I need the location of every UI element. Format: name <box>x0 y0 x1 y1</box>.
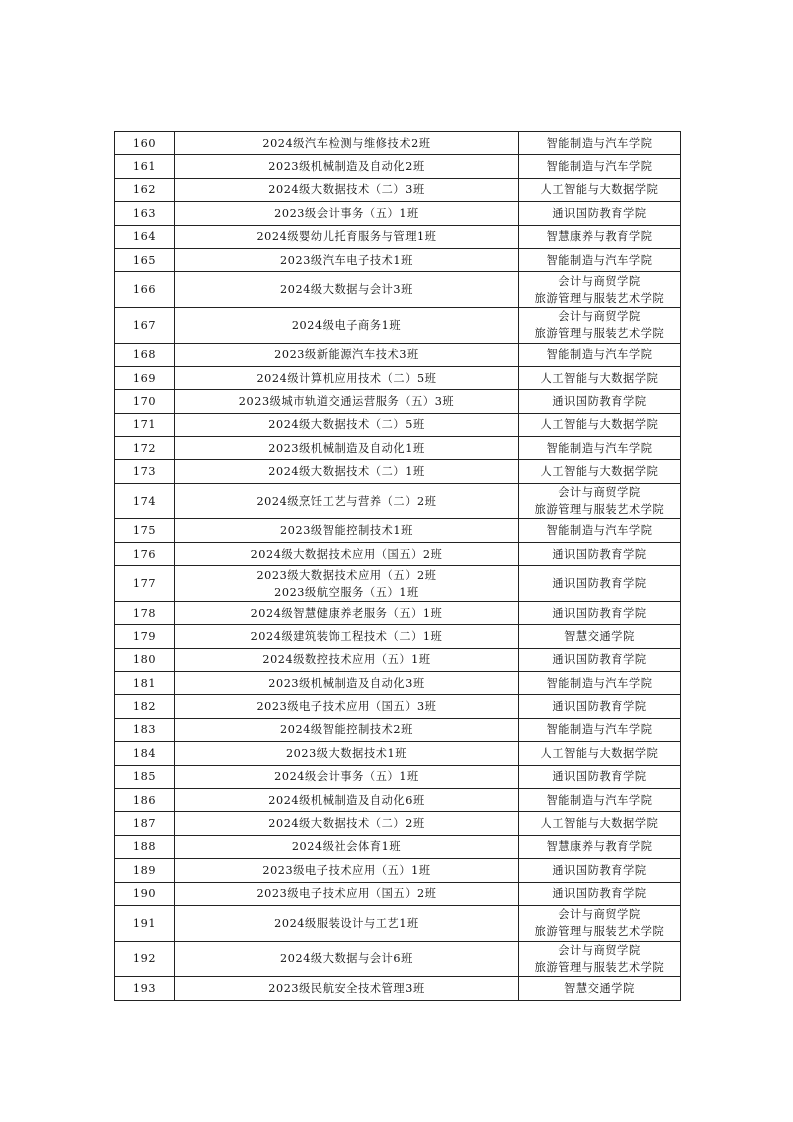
college-cell <box>519 460 681 483</box>
class-name-cell <box>175 155 519 178</box>
class-name: 2024级计算机应用技术（二）5班 <box>256 371 437 385</box>
row-number-cell: 173 <box>115 460 175 483</box>
college-name: 通识国防教育学院 <box>552 547 647 561</box>
college-cell <box>519 882 681 905</box>
table-row <box>115 765 681 788</box>
college-cell <box>519 178 681 201</box>
college-name: 智慧康养与教育学院 <box>546 840 653 854</box>
college-cell <box>519 672 681 695</box>
row-number-cell: 181 <box>115 672 175 695</box>
class-name-cell <box>175 788 519 811</box>
table-row <box>115 437 681 460</box>
class-list-table <box>114 131 681 1001</box>
table-row <box>115 718 681 741</box>
row-number-cell: 170 <box>115 390 175 413</box>
table-row <box>115 460 681 483</box>
college-cell <box>519 202 681 225</box>
table-row <box>115 905 681 941</box>
college-name: 旅游管理与服装艺术学院 <box>534 503 665 517</box>
class-name: 2024级烹饪工艺与营养（二）2班 <box>256 494 437 508</box>
college-name: 智能制造与汽车学院 <box>546 160 653 174</box>
row-number-cell: 163 <box>115 202 175 225</box>
class-name-cell <box>175 977 519 1000</box>
class-name-cell <box>175 718 519 741</box>
table-row <box>115 625 681 648</box>
college-cell <box>519 155 681 178</box>
table-row <box>115 343 681 366</box>
college-cell <box>519 248 681 271</box>
row-number-cell: 191 <box>115 905 175 941</box>
college-name: 人工智能与大数据学院 <box>540 465 659 479</box>
college-name: 智能制造与汽车学院 <box>546 676 653 690</box>
row-number-cell: 169 <box>115 366 175 389</box>
row-number-cell: 189 <box>115 859 175 882</box>
row-number-cell: 165 <box>115 248 175 271</box>
college-cell <box>519 307 681 343</box>
row-number-cell: 182 <box>115 695 175 718</box>
table-row <box>115 566 681 602</box>
row-number-cell: 187 <box>115 812 175 835</box>
table-row <box>115 307 681 343</box>
row-number-cell: 167 <box>115 307 175 343</box>
college-cell <box>519 941 681 977</box>
row-number-cell: 178 <box>115 601 175 624</box>
table-row <box>115 648 681 671</box>
class-name-cell <box>175 859 519 882</box>
class-name-cell <box>175 366 519 389</box>
college-name: 人工智能与大数据学院 <box>540 371 659 385</box>
class-name-cell <box>175 835 519 858</box>
college-cell <box>519 788 681 811</box>
class-name-cell <box>175 178 519 201</box>
college-name: 人工智能与大数据学院 <box>540 817 659 831</box>
college-name: 通识国防教育学院 <box>552 395 647 408</box>
row-number-cell: 162 <box>115 178 175 201</box>
college-cell <box>519 413 681 436</box>
college-cell <box>519 272 681 308</box>
class-name: 2024级机械制造及自动化6班 <box>268 793 425 807</box>
college-cell <box>519 225 681 248</box>
row-number-cell: 172 <box>115 437 175 460</box>
class-name: 2024级汽车检测与维修技术2班 <box>262 136 431 150</box>
college-cell <box>519 132 681 155</box>
row-number-cell: 174 <box>115 483 175 519</box>
table-row <box>115 366 681 389</box>
college-cell <box>519 742 681 765</box>
class-name: 2024级大数据技术（二）1班 <box>268 465 425 479</box>
table-row <box>115 695 681 718</box>
college-cell <box>519 437 681 460</box>
table-row <box>115 788 681 811</box>
table-row <box>115 178 681 201</box>
class-name-cell <box>175 672 519 695</box>
class-name-cell <box>175 542 519 565</box>
table-row <box>115 742 681 765</box>
college-name: 会计与商贸学院 <box>558 274 641 288</box>
class-name-cell <box>175 413 519 436</box>
class-name-cell <box>175 566 519 602</box>
college-name: 智慧交通学院 <box>564 629 635 643</box>
table-row <box>115 835 681 858</box>
class-name: 2023级电子技术应用（国五）3班 <box>256 700 437 714</box>
table-row <box>115 390 681 413</box>
table-row <box>115 977 681 1000</box>
table-row <box>115 812 681 835</box>
college-cell <box>519 977 681 1000</box>
class-name: 2023级新能源汽车技术3班 <box>274 348 419 362</box>
college-cell <box>519 519 681 542</box>
college-name: 智能制造与汽车学院 <box>546 348 653 362</box>
class-name: 2024级会计事务（五）1班 <box>274 770 419 784</box>
class-name: 2024级智慧健康养老服务（五）1班 <box>250 606 443 620</box>
class-name: 2023级电子技术应用（国五）2班 <box>256 887 437 901</box>
class-name-cell <box>175 225 519 248</box>
table-row <box>115 882 681 905</box>
row-number-cell: 188 <box>115 835 175 858</box>
class-name: 2023级汽车电子技术1班 <box>280 253 413 267</box>
class-name: 2024级大数据技术（二）5班 <box>268 418 425 432</box>
college-cell <box>519 343 681 366</box>
class-name-cell <box>175 307 519 343</box>
table-row <box>115 672 681 695</box>
college-name: 通识国防教育学院 <box>552 700 647 714</box>
class-name-cell <box>175 765 519 788</box>
college-cell <box>519 648 681 671</box>
class-name: 2024级电子商务1班 <box>291 318 402 332</box>
row-number-cell: 193 <box>115 977 175 1000</box>
college-name: 智能制造与汽车学院 <box>546 253 653 267</box>
class-name-cell <box>175 272 519 308</box>
class-name: 2024级婴幼儿托育服务与管理1班 <box>256 230 437 244</box>
college-cell <box>519 718 681 741</box>
table-row <box>115 601 681 624</box>
college-name: 人工智能与大数据学院 <box>540 183 659 197</box>
row-number-cell: 185 <box>115 765 175 788</box>
class-name-cell <box>175 390 519 413</box>
table-row <box>115 483 681 519</box>
table-row <box>115 225 681 248</box>
row-number-cell: 168 <box>115 343 175 366</box>
college-name: 通识国防教育学院 <box>552 863 647 877</box>
class-name: 2023级机械制造及自动化3班 <box>268 676 425 690</box>
table-row <box>115 155 681 178</box>
table-row <box>115 132 681 155</box>
row-number-cell: 183 <box>115 718 175 741</box>
class-name: 2024级大数据技术应用（国五）2班 <box>250 547 443 561</box>
college-name: 智能制造与汽车学院 <box>546 723 653 737</box>
row-number-cell: 175 <box>115 519 175 542</box>
college-name: 旅游管理与服装艺术学院 <box>534 291 665 305</box>
college-name: 智能制造与汽车学院 <box>546 524 653 538</box>
class-name: 2023级机械制造及自动化1班 <box>268 441 425 455</box>
college-name: 通识国防教育学院 <box>552 606 647 620</box>
class-name-cell <box>175 132 519 155</box>
class-name-cell <box>175 941 519 977</box>
college-name: 智能制造与汽车学院 <box>546 441 653 455</box>
class-name-cell <box>175 437 519 460</box>
college-cell <box>519 859 681 882</box>
row-number-cell: 177 <box>115 566 175 602</box>
row-number-cell: 190 <box>115 882 175 905</box>
class-name-cell <box>175 248 519 271</box>
row-number-cell: 161 <box>115 155 175 178</box>
college-name: 旅游管理与服装艺术学院 <box>534 925 665 939</box>
college-name: 通识国防教育学院 <box>552 577 647 591</box>
college-name: 会计与商贸学院 <box>558 943 641 957</box>
class-name-cell <box>175 812 519 835</box>
row-number-cell: 180 <box>115 648 175 671</box>
row-number-cell: 166 <box>115 272 175 308</box>
table-row <box>115 202 681 225</box>
document-page <box>114 131 680 1001</box>
row-number-cell: 179 <box>115 625 175 648</box>
class-name: 2023级城市轨道交通运营服务（五）3班 <box>238 395 455 408</box>
table-row <box>115 859 681 882</box>
college-name: 人工智能与大数据学院 <box>540 418 659 432</box>
class-name-cell <box>175 882 519 905</box>
college-name: 智能制造与汽车学院 <box>546 793 653 807</box>
college-name: 通识国防教育学院 <box>552 770 647 784</box>
table-row <box>115 941 681 977</box>
class-name-cell <box>175 648 519 671</box>
row-number-cell: 171 <box>115 413 175 436</box>
college-name: 旅游管理与服装艺术学院 <box>534 960 665 974</box>
class-name-cell <box>175 695 519 718</box>
row-number-cell: 192 <box>115 941 175 977</box>
row-number-cell: 160 <box>115 132 175 155</box>
college-cell <box>519 601 681 624</box>
college-name: 通识国防教育学院 <box>552 206 647 220</box>
class-name-cell <box>175 460 519 483</box>
class-name: 2024级大数据技术（二）3班 <box>268 183 425 197</box>
class-name: 2024级智能控制技术2班 <box>280 723 413 737</box>
college-cell <box>519 812 681 835</box>
table-row <box>115 413 681 436</box>
college-cell <box>519 905 681 941</box>
college-cell <box>519 835 681 858</box>
table-row <box>115 248 681 271</box>
class-name: 2024级大数据与会计3班 <box>280 283 413 297</box>
class-name: 2024级建筑装饰工程技术（二）1班 <box>250 629 443 643</box>
college-name: 人工智能与大数据学院 <box>540 746 659 760</box>
class-name: 2024级大数据技术（二）2班 <box>268 817 425 831</box>
college-name: 会计与商贸学院 <box>558 486 641 500</box>
class-name: 2023级机械制造及自动化2班 <box>268 160 425 174</box>
college-name: 旅游管理与服装艺术学院 <box>534 327 665 341</box>
row-number-cell: 176 <box>115 542 175 565</box>
college-name: 会计与商贸学院 <box>558 908 641 922</box>
college-cell <box>519 542 681 565</box>
class-name-cell <box>175 519 519 542</box>
row-number-cell: 164 <box>115 225 175 248</box>
class-name: 2024级服装设计与工艺1班 <box>274 916 419 930</box>
table-row <box>115 542 681 565</box>
class-name: 2023级智能控制技术1班 <box>280 524 413 538</box>
class-name-cell <box>175 905 519 941</box>
class-name: 2023级航空服务（五）1班 <box>274 585 419 599</box>
college-name: 会计与商贸学院 <box>558 310 641 324</box>
table-body <box>115 132 681 1001</box>
college-name: 通识国防教育学院 <box>552 887 647 901</box>
class-name-cell <box>175 343 519 366</box>
college-name: 智慧交通学院 <box>564 981 635 995</box>
table-row <box>115 519 681 542</box>
college-cell <box>519 366 681 389</box>
table-row <box>115 272 681 308</box>
college-name: 通识国防教育学院 <box>552 653 647 667</box>
class-name: 2023级大数据技术应用（五）2班 <box>256 568 437 582</box>
college-cell <box>519 483 681 519</box>
class-name-cell <box>175 601 519 624</box>
class-name-cell <box>175 625 519 648</box>
college-name: 智慧康养与教育学院 <box>546 230 653 244</box>
class-name: 2023级大数据技术1班 <box>285 746 408 760</box>
class-name: 2024级数控技术应用（五）1班 <box>262 653 431 667</box>
college-cell <box>519 566 681 602</box>
class-name-cell <box>175 202 519 225</box>
college-cell <box>519 695 681 718</box>
college-cell <box>519 765 681 788</box>
class-name-cell <box>175 742 519 765</box>
class-name-cell <box>175 483 519 519</box>
class-name: 2023级民航安全技术管理3班 <box>268 981 425 995</box>
college-cell <box>519 390 681 413</box>
row-number-cell: 186 <box>115 788 175 811</box>
class-name: 2023级电子技术应用（五）1班 <box>262 863 431 877</box>
class-name: 2024级大数据与会计6班 <box>280 952 413 966</box>
row-number-cell: 184 <box>115 742 175 765</box>
class-name: 2023级会计事务（五）1班 <box>274 206 419 220</box>
college-name: 智能制造与汽车学院 <box>546 136 653 150</box>
class-name: 2024级社会体育1班 <box>291 840 402 854</box>
college-cell <box>519 625 681 648</box>
